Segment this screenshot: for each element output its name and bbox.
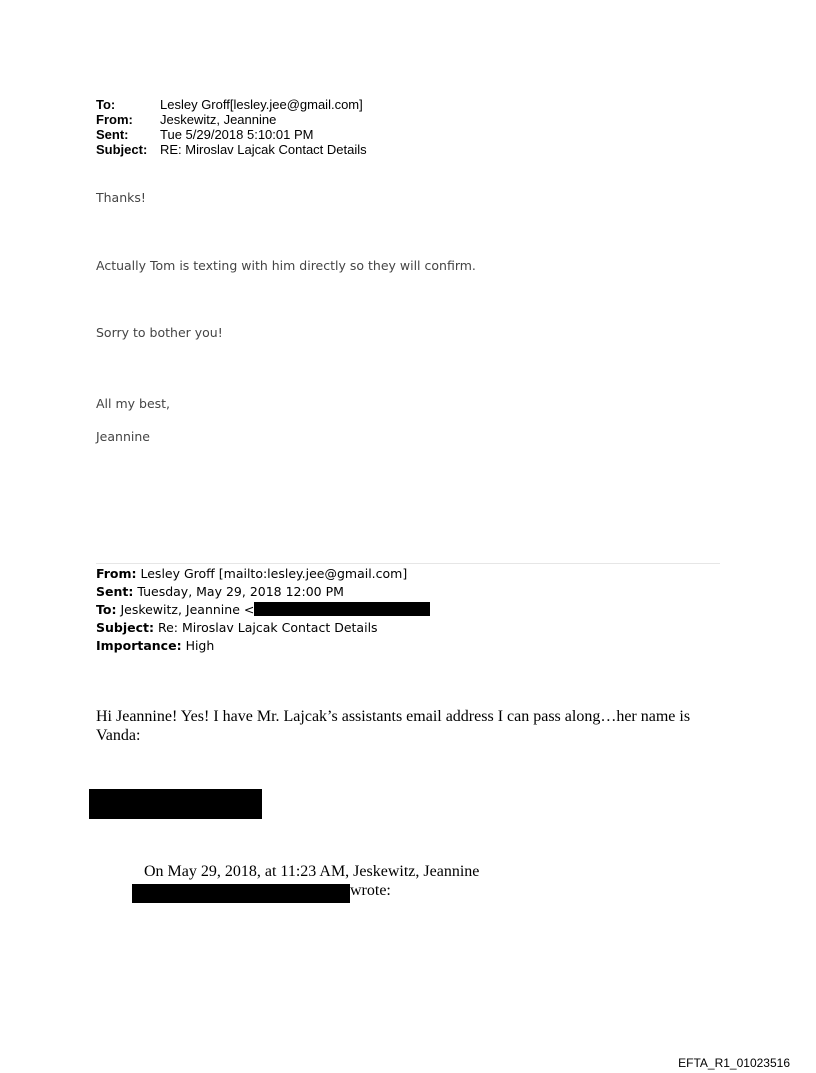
quote-intro: On May 29, 2018, at 11:23 AM, Jeskewitz, Jeannine xyxy=(144,863,480,880)
fwd-from-row xyxy=(96,565,430,583)
reply-tom-texting: Actually Tom is texting with him directly so they will confirm. xyxy=(96,258,476,273)
fwd-sent-label: Sent: xyxy=(96,584,134,599)
reply-sorry: Sorry to bother you! xyxy=(96,325,223,340)
redaction-bar xyxy=(132,884,350,903)
redaction-bar xyxy=(254,602,430,616)
fwd-importance-value: High xyxy=(185,638,215,653)
fwd-importance-label: Importance: xyxy=(96,638,182,653)
message-body xyxy=(96,707,690,745)
subject-value: RE: Miroslav Lajcak Contact Details xyxy=(160,142,367,157)
quote-wrote: wrote: xyxy=(350,882,391,899)
fwd-subject-label: Subject: xyxy=(96,620,154,635)
sent-label: Sent: xyxy=(96,127,129,142)
sent-value: Tue 5/29/2018 5:10:01 PM xyxy=(160,127,314,142)
divider xyxy=(96,563,720,564)
to-label: To: xyxy=(96,97,116,112)
message-line-2: Vanda: xyxy=(96,727,141,744)
message-line-1: Hi Jeannine! Yes! I have Mr. Lajcak’s assistants email address I can pass along…her name is xyxy=(96,708,691,725)
fwd-sent-value: Tuesday, May 29, 2018 12:00 PM xyxy=(137,584,344,599)
redaction-bar xyxy=(89,789,262,819)
fwd-to-label: To: xyxy=(96,602,117,617)
fwd-to-row xyxy=(96,601,430,619)
reply-signoff: All my best, xyxy=(96,396,171,411)
to-row xyxy=(96,97,367,112)
fwd-sent-row xyxy=(96,583,430,601)
from-label: From: xyxy=(96,112,133,127)
document-id: EFTA_R1_01023516 xyxy=(678,1056,790,1070)
fwd-subject-value: Re: Miroslav Lajcak Contact Details xyxy=(157,620,378,635)
email-header xyxy=(96,97,367,157)
fwd-subject-row xyxy=(96,619,430,637)
fwd-from-label: From: xyxy=(96,566,137,581)
from-value: Jeskewitz, Jeannine xyxy=(160,112,277,127)
fwd-to-value: Jeskewitz, Jeannine < xyxy=(120,602,255,617)
subject-label: Subject: xyxy=(96,142,148,157)
reply-thanks: Thanks! xyxy=(96,190,146,205)
forwarded-header xyxy=(96,565,430,655)
fwd-from-value: Lesley Groff [mailto:lesley.jee@gmail.com] xyxy=(140,566,408,581)
subject-row xyxy=(96,142,367,157)
sent-row xyxy=(96,127,367,142)
to-value: Lesley Groff[lesley.jee@gmail.com] xyxy=(160,97,363,112)
from-row xyxy=(96,112,367,127)
reply-signature: Jeannine xyxy=(96,429,150,444)
fwd-importance-row xyxy=(96,637,430,655)
